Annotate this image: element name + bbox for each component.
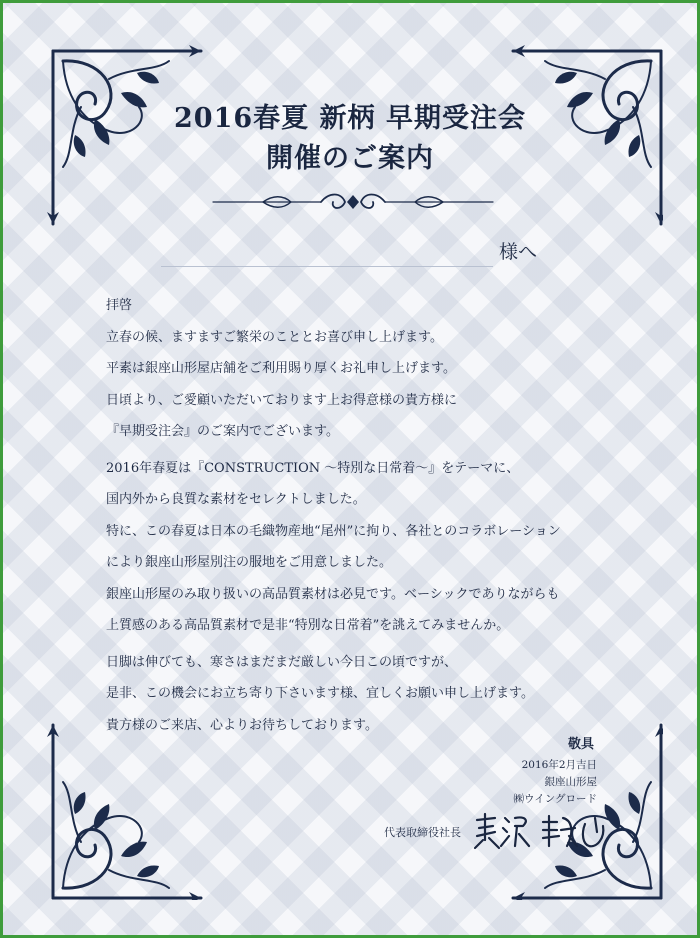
body-line: 上質感のある高品質素材で是非“特別な日常着”を誂えてみませんか。 — [106, 618, 510, 633]
page-title — [3, 99, 697, 179]
body-line: 立春の候、ますますご繁栄のこととお喜び申し上げます。 — [106, 329, 443, 345]
body-line: 特に、この春夏は日本の毛織物産地“尾州”に拘り、各社とのコラボレーション — [106, 523, 561, 539]
body-line: 貴方様のご来店、心よりお待ちしております。 — [106, 717, 378, 733]
addressee-underline — [161, 266, 493, 267]
sender-block — [514, 757, 597, 808]
body-line: 国内外から良質な素材をセレクトしました。 — [106, 492, 366, 507]
letter-body — [106, 290, 616, 741]
addressee-field — [161, 237, 551, 269]
title-line-2: 開催のご案内 — [266, 143, 434, 174]
body-line: 『早期受注会』のご案内でございます。 — [106, 424, 339, 439]
signer-title: 代表取締役社長 — [384, 826, 461, 839]
title-line-1: 2016春夏 新柄 早期受注会 — [174, 103, 526, 134]
body-line: 日脚は伸びても、寒さはまだまだ厳しい今日この頃ですが、 — [106, 654, 458, 670]
ornament-corner-bottom-left — [43, 715, 203, 900]
handwritten-signature — [471, 810, 611, 854]
ornament-title-divider — [203, 189, 503, 215]
body-line: 是非、この機会にお立ち寄り下さいます様、宜しくお願い申し上げます。 — [106, 686, 534, 701]
body-line: により銀座山形屋別注の服地をご用意しました。 — [106, 555, 393, 570]
company-name: 銀座山形屋 — [544, 776, 597, 788]
addressee-suffix: 様へ — [499, 241, 538, 263]
body-line: 2016年春夏は『CONSTRUCTION ～特別な日常着～』をテーマに、 — [106, 460, 520, 476]
body-line: 銀座山形屋のみ取り扱いの高品質素材は必見です。ベーシックでありながらも — [106, 586, 560, 602]
salutation: 拝啓 — [106, 298, 133, 313]
closing-remark: 敬具 — [567, 737, 594, 752]
letter-date: 2016年2月吉日 — [521, 759, 597, 771]
body-line: 平素は銀座山形屋店舗をご利用賜り厚くお礼申し上げます。 — [106, 361, 456, 376]
company-subname: ㈱ウイングロード — [513, 793, 597, 805]
body-line: 日頃より、ご愛顧いただいております上お得意様の貴方様に — [106, 392, 458, 408]
